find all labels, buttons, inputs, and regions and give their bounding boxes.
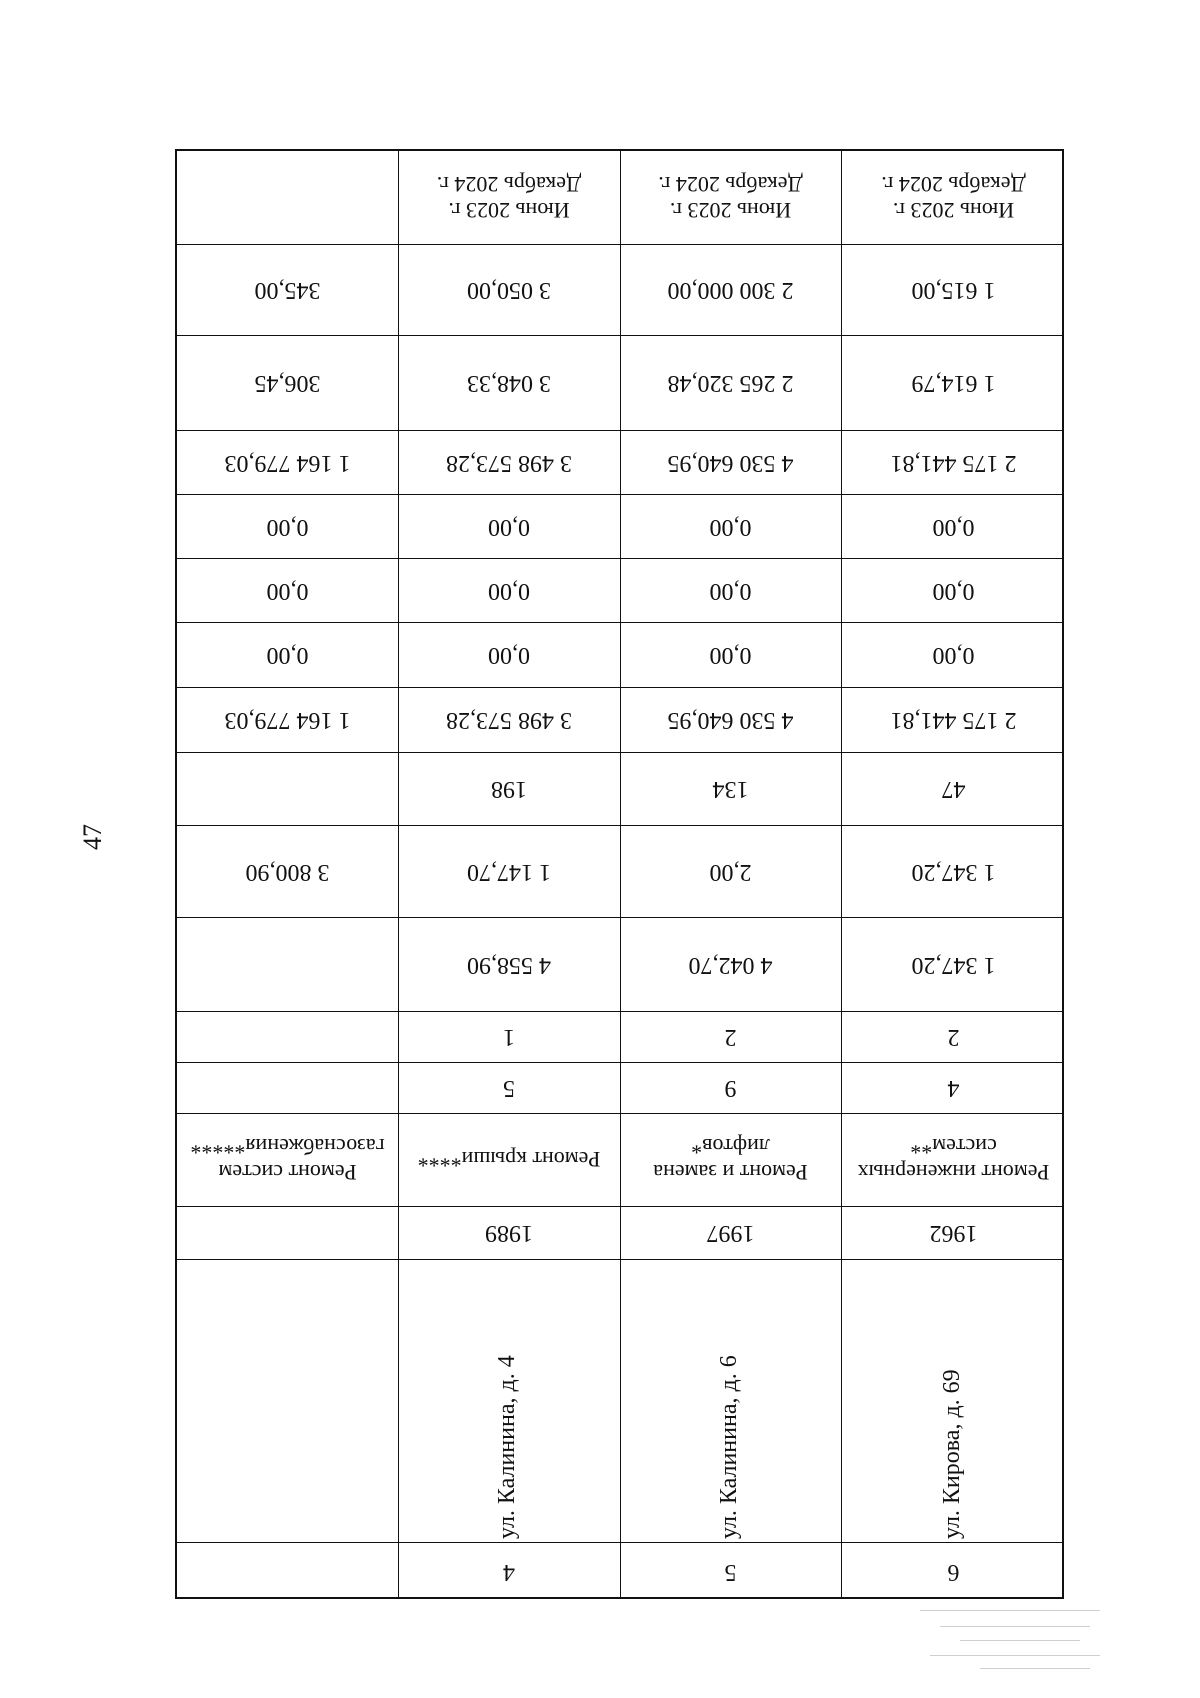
cell-text-block	[668, 448, 794, 476]
cell-fund-owners	[620, 687, 841, 752]
cell-area-work	[620, 825, 841, 917]
cell-text-block	[488, 512, 530, 540]
cell-text-block	[267, 641, 309, 669]
cell-text-block	[467, 857, 551, 885]
cell-text-block	[225, 706, 351, 734]
cell-text-block	[668, 369, 794, 397]
cell-text-block	[225, 448, 351, 476]
fund-owners-text: 4 530 640,95	[667, 707, 794, 734]
cell-text-block	[891, 706, 1017, 734]
cell-text-block	[933, 512, 975, 540]
cell-period	[398, 151, 620, 244]
work-type-text: лифтов*	[691, 1134, 770, 1160]
cell-fund-regional	[398, 558, 620, 622]
cell-text-block	[725, 1074, 737, 1102]
cell-area-work	[177, 825, 398, 917]
period-text: Декабрь 2024 г.	[436, 172, 582, 198]
cell-fund-federal	[398, 622, 620, 687]
fund-federal-text: 0,00	[932, 642, 975, 669]
fund-regional-text: 0,00	[266, 577, 309, 604]
address-text: ул. Калинина, д. 4	[494, 1355, 520, 1539]
cell-text-block	[930, 1219, 978, 1247]
cell-entrances	[841, 1011, 1066, 1062]
num-text: 4	[503, 1559, 515, 1586]
cell-text-block	[725, 1023, 737, 1051]
limit-cost-text: 345,00	[254, 277, 321, 304]
area-total-text: 4 042,70	[688, 951, 773, 978]
cell-text-block	[246, 857, 330, 885]
cell-text-block	[446, 706, 572, 734]
work-type-text: Ремонт систем	[218, 1159, 357, 1185]
cell-address	[841, 1259, 1066, 1542]
cell-fund-local	[398, 494, 620, 558]
cell-text-block	[488, 576, 530, 604]
cell-limit-cost	[177, 244, 398, 335]
cell-work-type	[620, 1113, 841, 1206]
work-type-text: газоснабжения*****	[190, 1134, 385, 1160]
work-type-text: Ремонт инженерных	[857, 1159, 1050, 1185]
fund-local-text: 0,00	[266, 513, 309, 540]
cell-cost-total	[398, 430, 620, 494]
cell-text-block	[503, 1023, 515, 1051]
cell-text-block	[912, 276, 996, 304]
cost-total-text: 1 164 779,03	[224, 449, 351, 476]
area-work-text: 3 800,90	[245, 858, 330, 885]
cell-text-block	[437, 172, 581, 223]
cell-area-total	[841, 917, 1066, 1011]
cell-text-block	[503, 1074, 515, 1102]
cell-text-block	[190, 1134, 384, 1185]
cell-text-block	[710, 576, 752, 604]
cell-area-total	[398, 917, 620, 1011]
floors-text: 5	[503, 1075, 515, 1102]
cell-text-block	[255, 369, 321, 397]
fund-owners-text: 3 498 573,28	[446, 707, 572, 734]
cell-fund-federal	[841, 622, 1066, 687]
unit-cost-text: 306,45	[254, 370, 321, 397]
cell-text-block	[658, 172, 802, 223]
cell-text-block	[858, 1134, 1050, 1185]
cell-text-block	[933, 641, 975, 669]
cell-entrances	[620, 1011, 841, 1062]
num-text: 6	[947, 1559, 960, 1586]
cell-fund-federal	[620, 622, 841, 687]
cell-text-block	[881, 172, 1025, 223]
cell-residents	[620, 752, 841, 825]
fund-local-text: 0,00	[709, 513, 752, 540]
cell-text-block	[446, 448, 572, 476]
unit-cost-text: 2 265 320,48	[667, 370, 794, 397]
cell-text-block	[488, 641, 530, 669]
fund-owners-text: 1 164 779,03	[224, 707, 351, 734]
cell-fund-owners	[841, 687, 1066, 752]
cell-text-block	[491, 775, 527, 803]
cell-fund-regional	[841, 558, 1066, 622]
area-work-text: 1 347,20	[911, 858, 996, 885]
cell-fund-regional	[177, 558, 398, 622]
area-work-text: 1 147,70	[467, 858, 551, 885]
cell-text-block	[267, 576, 309, 604]
cell-floors	[841, 1062, 1066, 1113]
limit-cost-text: 1 615,00	[911, 277, 996, 304]
period-text: Июнь 2023 г.	[448, 197, 570, 223]
area-work-text: 2,00	[709, 858, 752, 885]
entrances-text: 2	[947, 1024, 960, 1051]
work-type-text: Ремонт крыши****	[417, 1147, 601, 1173]
fund-regional-text: 0,00	[488, 577, 530, 604]
cell-limit-cost	[398, 244, 620, 335]
num-text: 5	[724, 1559, 737, 1586]
cell-text-block	[933, 576, 975, 604]
cell-text-block	[710, 512, 752, 540]
cost-total-text: 2 175 441,81	[890, 449, 1017, 476]
cell-text-block	[912, 369, 996, 397]
year-text: 1989	[485, 1220, 533, 1247]
fund-federal-text: 0,00	[488, 642, 530, 669]
period-text: Июнь 2023 г.	[669, 197, 792, 223]
cell-fund-owners	[177, 687, 398, 752]
cell-text-block	[689, 950, 773, 978]
cell-text-block	[710, 641, 752, 669]
cell-text-block	[891, 448, 1017, 476]
cell-limit-cost	[620, 244, 841, 335]
limit-cost-text: 2 300 000,00	[667, 277, 794, 304]
residents-text: 134	[712, 776, 749, 803]
cell-area-total	[620, 917, 841, 1011]
year-text: 1997	[706, 1220, 755, 1247]
cell-text-block	[948, 1558, 960, 1586]
cell-text-block	[707, 1219, 755, 1247]
cell-period	[620, 151, 841, 244]
scan-noise-mark	[920, 1600, 1130, 1680]
cell-text-block	[948, 1074, 960, 1102]
cell-entrances	[398, 1011, 620, 1062]
cell-text-block	[912, 857, 996, 885]
period-text: Декабрь 2024 г.	[881, 172, 1026, 198]
fund-local-text: 0,00	[488, 513, 530, 540]
cell-floors	[398, 1062, 620, 1113]
cell-text-block	[503, 1558, 515, 1586]
work-type-text: Ремонт и замена	[653, 1159, 808, 1185]
cell-text-block	[267, 512, 309, 540]
cell-year	[398, 1206, 620, 1259]
cell-address	[398, 1259, 620, 1542]
cell-work-type	[177, 1113, 398, 1206]
limit-cost-text: 3 050,00	[467, 277, 551, 304]
cell-floors	[620, 1062, 841, 1113]
cell-text-block	[467, 369, 551, 397]
unit-cost-text: 3 048,33	[467, 370, 551, 397]
cell-unit-cost	[841, 335, 1066, 430]
fund-regional-text: 0,00	[709, 577, 752, 604]
floors-text: 4	[947, 1075, 960, 1102]
cell-text-block	[725, 1558, 737, 1586]
cell-unit-cost	[620, 335, 841, 430]
cell-residents	[398, 752, 620, 825]
cell-num	[620, 1542, 841, 1601]
cell-text-block	[713, 775, 749, 803]
cell-unit-cost	[177, 335, 398, 430]
period-text: Декабрь 2024 г.	[658, 172, 803, 198]
capital-repair-table	[175, 149, 1064, 1599]
cell-num	[398, 1542, 620, 1601]
page-number: 47	[78, 824, 107, 850]
cell-text-block	[255, 276, 321, 304]
cell-fund-local	[620, 494, 841, 558]
cell-area-work	[398, 825, 620, 917]
area-total-text: 1 347,20	[911, 951, 996, 978]
cell-fund-local	[841, 494, 1066, 558]
cell-year	[620, 1206, 841, 1259]
cell-num	[841, 1542, 1066, 1601]
entrances-text: 1	[503, 1024, 515, 1051]
cell-unit-cost	[398, 335, 620, 430]
cell-text-block	[467, 276, 551, 304]
residents-text: 47	[941, 776, 966, 803]
residents-text: 198	[491, 776, 527, 803]
cell-address	[620, 1259, 841, 1542]
cost-total-text: 4 530 640,95	[667, 449, 794, 476]
cell-work-type	[398, 1113, 620, 1206]
address-text: ул. Калинина, д. 6	[715, 1355, 742, 1539]
fund-federal-text: 0,00	[709, 642, 752, 669]
cell-text-block	[710, 857, 752, 885]
unit-cost-text: 1 614,79	[911, 370, 996, 397]
entrances-text: 2	[724, 1024, 737, 1051]
cell-period	[841, 151, 1066, 244]
cell-text-block	[485, 1219, 533, 1247]
fund-regional-text: 0,00	[932, 577, 975, 604]
period-text: Июнь 2023 г.	[892, 197, 1015, 223]
floors-text: 9	[724, 1075, 737, 1102]
cell-text-block	[942, 775, 966, 803]
cell-cost-total	[620, 430, 841, 494]
year-text: 1962	[929, 1220, 978, 1247]
cell-limit-cost	[841, 244, 1066, 335]
cell-text-block	[418, 1147, 601, 1172]
cell-fund-local	[177, 494, 398, 558]
cell-fund-owners	[398, 687, 620, 752]
cell-cost-total	[177, 430, 398, 494]
fund-federal-text: 0,00	[266, 642, 309, 669]
area-total-text: 4 558,90	[467, 951, 551, 978]
cell-fund-federal	[177, 622, 398, 687]
cell-residents	[841, 752, 1066, 825]
cell-text-block	[912, 950, 996, 978]
cell-text-block	[948, 1023, 960, 1051]
address-text: ул. Кирова, д. 69	[938, 1369, 965, 1539]
cell-text-block	[668, 276, 794, 304]
cell-fund-regional	[620, 558, 841, 622]
cell-text-block	[467, 950, 551, 978]
cell-text-block	[653, 1134, 807, 1185]
cell-area-work	[841, 825, 1066, 917]
cell-cost-total	[841, 430, 1066, 494]
fund-owners-text: 2 175 441,81	[890, 707, 1017, 734]
cell-text-block	[668, 706, 794, 734]
cell-work-type	[841, 1113, 1066, 1206]
work-type-text: систем**	[910, 1134, 997, 1160]
cost-total-text: 3 498 573,28	[446, 449, 572, 476]
fund-local-text: 0,00	[932, 513, 975, 540]
cell-year	[841, 1206, 1066, 1259]
